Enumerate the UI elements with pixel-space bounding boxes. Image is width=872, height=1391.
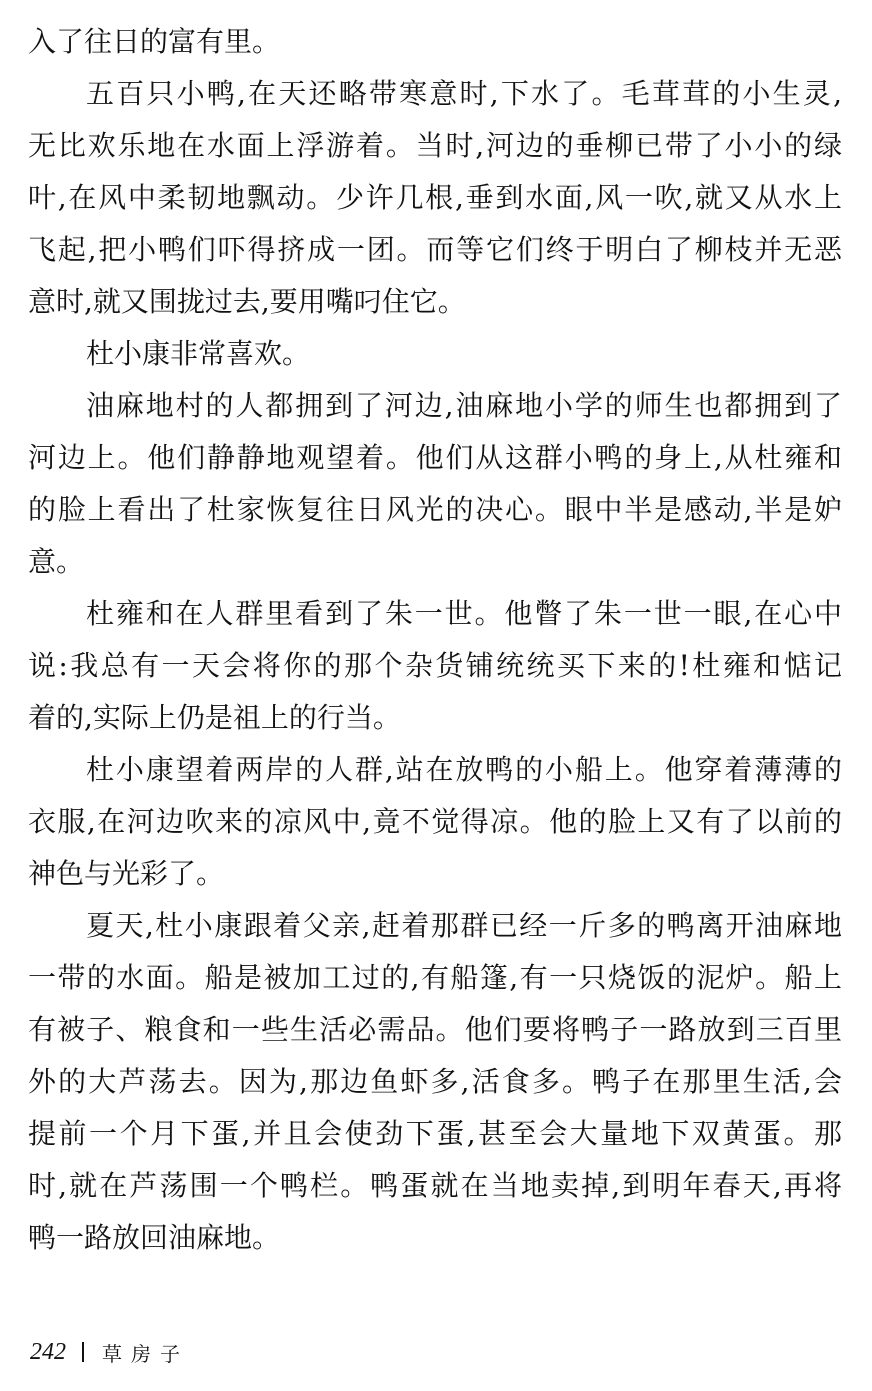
text-line: 河边上。他们静静地观望着。他们从这群小鸭的身上,从杜雍和 — [28, 441, 842, 474]
text-line: 着的,实际上仍是祖上的行当。 — [28, 701, 401, 734]
text-line: 有被子、粮食和一些生活必需品。他们要将鸭子一路放到三百里 — [28, 1013, 842, 1046]
paragraph — [28, 744, 842, 900]
text-line: 提前一个月下蛋,并且会使劲下蛋,甚至会大量地下双黄蛋。那 — [28, 1117, 842, 1150]
text-line: 说:我总有一天会将你的那个杂货铺统统买下来的!杜雍和惦记 — [28, 649, 842, 682]
paragraph — [28, 328, 842, 380]
text-line: 入了往日的富有里。 — [28, 25, 281, 58]
paragraph — [28, 588, 842, 744]
text-line: 意。 — [28, 545, 85, 578]
text-line: 神色与光彩了。 — [28, 857, 225, 890]
text-line: 叶,在风中柔韧地飘动。少许几根,垂到水面,风一吹,就又从水上 — [28, 181, 842, 214]
page-number: 242 — [30, 1338, 66, 1365]
body-text — [28, 16, 842, 1264]
footer-divider — [82, 1342, 84, 1362]
text-line: 无比欢乐地在水面上浮游着。当时,河边的垂柳已带了小小的绿 — [28, 129, 842, 162]
text-line: 杜小康望着两岸的人群,站在放鸭的小船上。他穿着薄薄的 — [86, 753, 842, 786]
text-line: 的脸上看出了杜家恢复往日风光的决心。眼中半是感动,半是妒 — [28, 493, 842, 526]
text-line: 夏天,杜小康跟着父亲,赶着那群已经一斤多的鸭离开油麻地 — [86, 909, 842, 942]
text-line: 飞起,把小鸭们吓得挤成一团。而等它们终于明白了柳枝并无恶 — [28, 233, 842, 266]
text-line: 杜雍和在人群里看到了朱一世。他瞥了朱一世一眼,在心中 — [86, 597, 842, 630]
text-line: 一带的水面。船是被加工过的,有船篷,有一只烧饭的泥炉。船上 — [28, 961, 842, 994]
text-line: 时,就在芦荡围一个鸭栏。鸭蛋就在当地卖掉,到明年春天,再将 — [28, 1169, 842, 1202]
text-line: 衣服,在河边吹来的凉风中,竟不觉得凉。他的脸上又有了以前的 — [28, 805, 842, 838]
paragraph — [28, 900, 842, 1264]
paragraph — [28, 68, 842, 328]
text-line: 杜小康非常喜欢。 — [86, 337, 311, 370]
paragraph — [28, 16, 842, 68]
book-title: 草房子 — [102, 1341, 189, 1366]
text-line: 油麻地村的人都拥到了河边,油麻地小学的师生也都拥到了 — [86, 389, 842, 422]
paragraph — [28, 380, 842, 588]
text-line: 鸭一路放回油麻地。 — [28, 1221, 281, 1254]
page-footer — [30, 1334, 189, 1370]
text-line: 外的大芦荡去。因为,那边鱼虾多,活食多。鸭子在那里生活,会 — [28, 1065, 842, 1098]
text-line: 意时,就又围拢过去,要用嘴叼住它。 — [28, 285, 466, 318]
text-line: 五百只小鸭,在天还略带寒意时,下水了。毛茸茸的小生灵, — [86, 77, 842, 110]
